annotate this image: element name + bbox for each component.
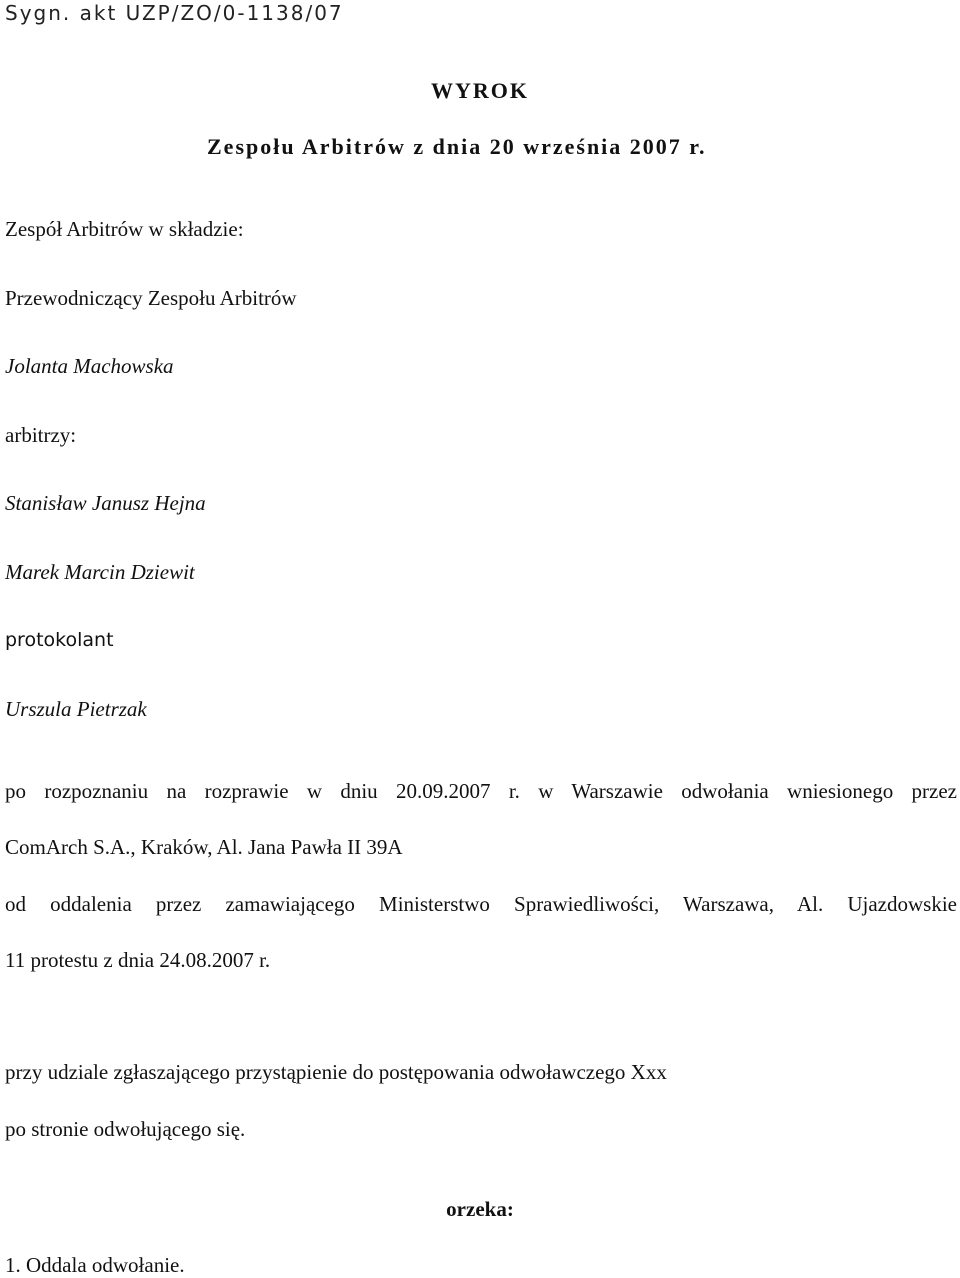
case-signature: Sygn. akt UZP/ZO/0-1138/07 bbox=[5, 1, 344, 25]
body-line: po rozpoznaniu na rozprawie w dniu 20.09.2007 r. w Warszawie odwołania wniesionego przez bbox=[5, 779, 957, 803]
chair-name: Jolanta Machowska bbox=[5, 354, 174, 378]
arbitrators-label: arbitrzy: bbox=[5, 423, 77, 447]
ruling-item: 1. Oddala odwołanie. bbox=[5, 1253, 185, 1277]
body-line: przy udziale zgłaszającego przystąpienie do postępowania odwoławczego Xxx bbox=[5, 1060, 667, 1084]
body-line: od oddalenia przez zamawiającego Ministerstwo Sprawiedliwości, Warszawa, Al. Ujazdowskie bbox=[5, 892, 957, 916]
panel-composition-label: Zespół Arbitrów w składzie: bbox=[5, 217, 244, 241]
arbitrator-name: Marek Marcin Dziewit bbox=[5, 560, 195, 584]
ruling-label: orzeka: bbox=[446, 1197, 514, 1221]
body-line: ComArch S.A., Kraków, Al. Jana Pawła II 39A bbox=[5, 835, 403, 859]
body-line: 11 protestu z dnia 24.08.2007 r. bbox=[5, 948, 271, 972]
body-line: po stronie odwołującego się. bbox=[5, 1117, 246, 1141]
document-title: WYROK bbox=[431, 78, 529, 103]
clerk-label: protokolant bbox=[5, 629, 114, 651]
arbitrator-name: Stanisław Janusz Hejna bbox=[5, 491, 206, 515]
chair-label: Przewodniczący Zespołu Arbitrów bbox=[5, 286, 297, 310]
document-subtitle: Zespołu Arbitrów z dnia 20 września 2007 r. bbox=[207, 134, 707, 159]
clerk-name: Urszula Pietrzak bbox=[5, 697, 147, 721]
